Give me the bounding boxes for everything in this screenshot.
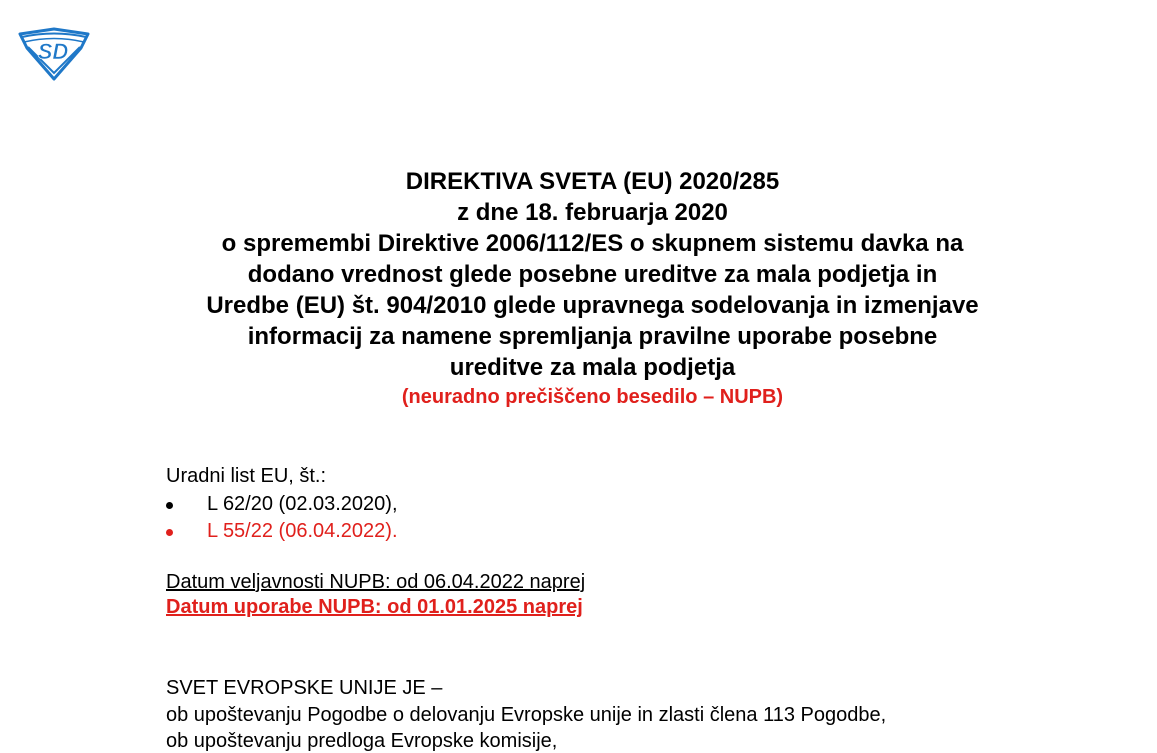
- bullet-icon: [166, 529, 173, 536]
- document-subtitle: (neuradno prečiščeno besedilo – NUPB): [401, 386, 784, 408]
- title-line: o spremembi Direktive 2006/112/ES o skupnem sistemu davka na: [221, 230, 964, 257]
- validity-date: Datum veljavnosti NUPB: od 06.04.2022 naprej: [166, 571, 586, 593]
- sd-shield-logo-icon: [17, 26, 91, 82]
- document-title: [100, 166, 1085, 383]
- preamble-line: ob upoštevanju predloga Evropske komisije,: [166, 730, 558, 752]
- gazette-item-text: L 55/22 (06.04.2022).: [207, 520, 398, 542]
- preamble-line: ob upoštevanju Pogodbe o delovanju Evropske unije in zlasti člena 113 Pogodbe,: [166, 704, 887, 726]
- gazette-item-text: L 62/20 (02.03.2020),: [207, 493, 398, 515]
- title-line: DIREKTIVA SVETA (EU) 2020/285: [405, 168, 780, 195]
- application-date: Datum uporabe NUPB: od 01.01.2025 naprej: [166, 596, 583, 618]
- preamble-heading: SVET EVROPSKE UNIJE JE –: [166, 677, 443, 699]
- gazette-label: Uradni list EU, št.:: [166, 465, 327, 487]
- title-line: ureditve za mala podjetja: [449, 354, 736, 381]
- title-line: Uredbe (EU) št. 904/2010 glede upravnega sodelovanja in izmenjave: [206, 292, 979, 319]
- title-line: dodano vrednost glede posebne ureditve za mala podjetja in: [247, 261, 938, 288]
- title-line: informacij za namene spremljanja pravilne uporabe posebne: [247, 323, 938, 350]
- title-line: z dne 18. februarja 2020: [457, 199, 728, 226]
- sd-logo: [17, 26, 91, 82]
- bullet-icon: [166, 502, 173, 509]
- logo-text: SD: [37, 39, 69, 64]
